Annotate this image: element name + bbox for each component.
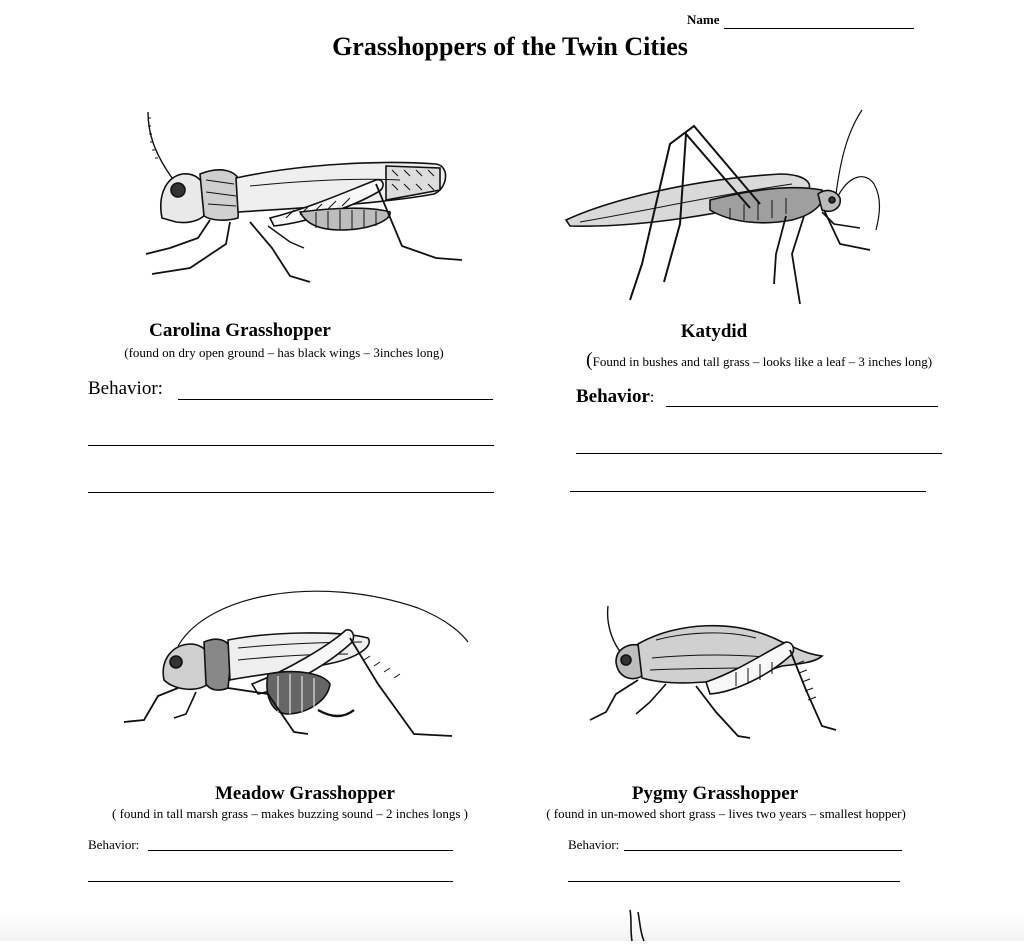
carolina-behavior-line-1[interactable] bbox=[178, 399, 493, 400]
katydid-illustration bbox=[560, 104, 890, 310]
name-field-line[interactable] bbox=[724, 28, 914, 29]
carolina-behavior-line-2[interactable] bbox=[88, 445, 494, 446]
katydid-behavior-colon: : bbox=[649, 389, 655, 406]
katydid-behavior-word: Behavior bbox=[576, 386, 650, 407]
carolina-name: Carolina Grasshopper bbox=[149, 320, 331, 341]
katydid-desc-paren: ( bbox=[586, 349, 593, 371]
meadow-description: ( found in tall marsh grass – makes buzzing sound – 2 inches longs ) bbox=[112, 806, 468, 821]
pygmy-description: ( found in un-mowed short grass – lives two years – smallest hopper) bbox=[546, 806, 906, 821]
meadow-behavior-line-2[interactable] bbox=[88, 881, 453, 882]
katydid-behavior-label bbox=[576, 386, 654, 408]
pygmy-behavior-line-2[interactable] bbox=[568, 881, 900, 882]
katydid-description bbox=[586, 349, 932, 372]
meadow-grasshopper-illustration bbox=[118, 584, 474, 746]
carolina-behavior-line-3[interactable] bbox=[88, 492, 494, 493]
name-label: Name bbox=[687, 12, 720, 27]
page-title: Grasshoppers of the Twin Cities bbox=[332, 32, 688, 61]
page-bottom-edge bbox=[0, 912, 1024, 941]
pygmy-grasshopper-illustration bbox=[586, 602, 836, 742]
next-illustration-antenna bbox=[624, 910, 654, 941]
meadow-name: Meadow Grasshopper bbox=[215, 783, 395, 804]
pygmy-behavior-label: Behavior: bbox=[568, 837, 620, 852]
katydid-behavior-line-1[interactable] bbox=[666, 406, 938, 407]
katydid-behavior-line-3[interactable] bbox=[570, 491, 926, 492]
carolina-grasshopper-illustration bbox=[140, 108, 470, 298]
carolina-description: (found on dry open ground – has black wings – 3inches long) bbox=[124, 345, 444, 360]
pygmy-name: Pygmy Grasshopper bbox=[631, 783, 799, 804]
katydid-name: Katydid bbox=[680, 321, 748, 342]
meadow-behavior-label: Behavior: bbox=[88, 837, 140, 852]
katydid-behavior-line-2[interactable] bbox=[576, 453, 942, 454]
pygmy-behavior-line-1[interactable] bbox=[624, 850, 902, 851]
katydid-desc-text: Found in bushes and tall grass – looks like a leaf – 3 inches long) bbox=[592, 354, 933, 369]
meadow-behavior-line-1[interactable] bbox=[148, 850, 453, 851]
carolina-behavior-label: Behavior: bbox=[88, 378, 163, 399]
